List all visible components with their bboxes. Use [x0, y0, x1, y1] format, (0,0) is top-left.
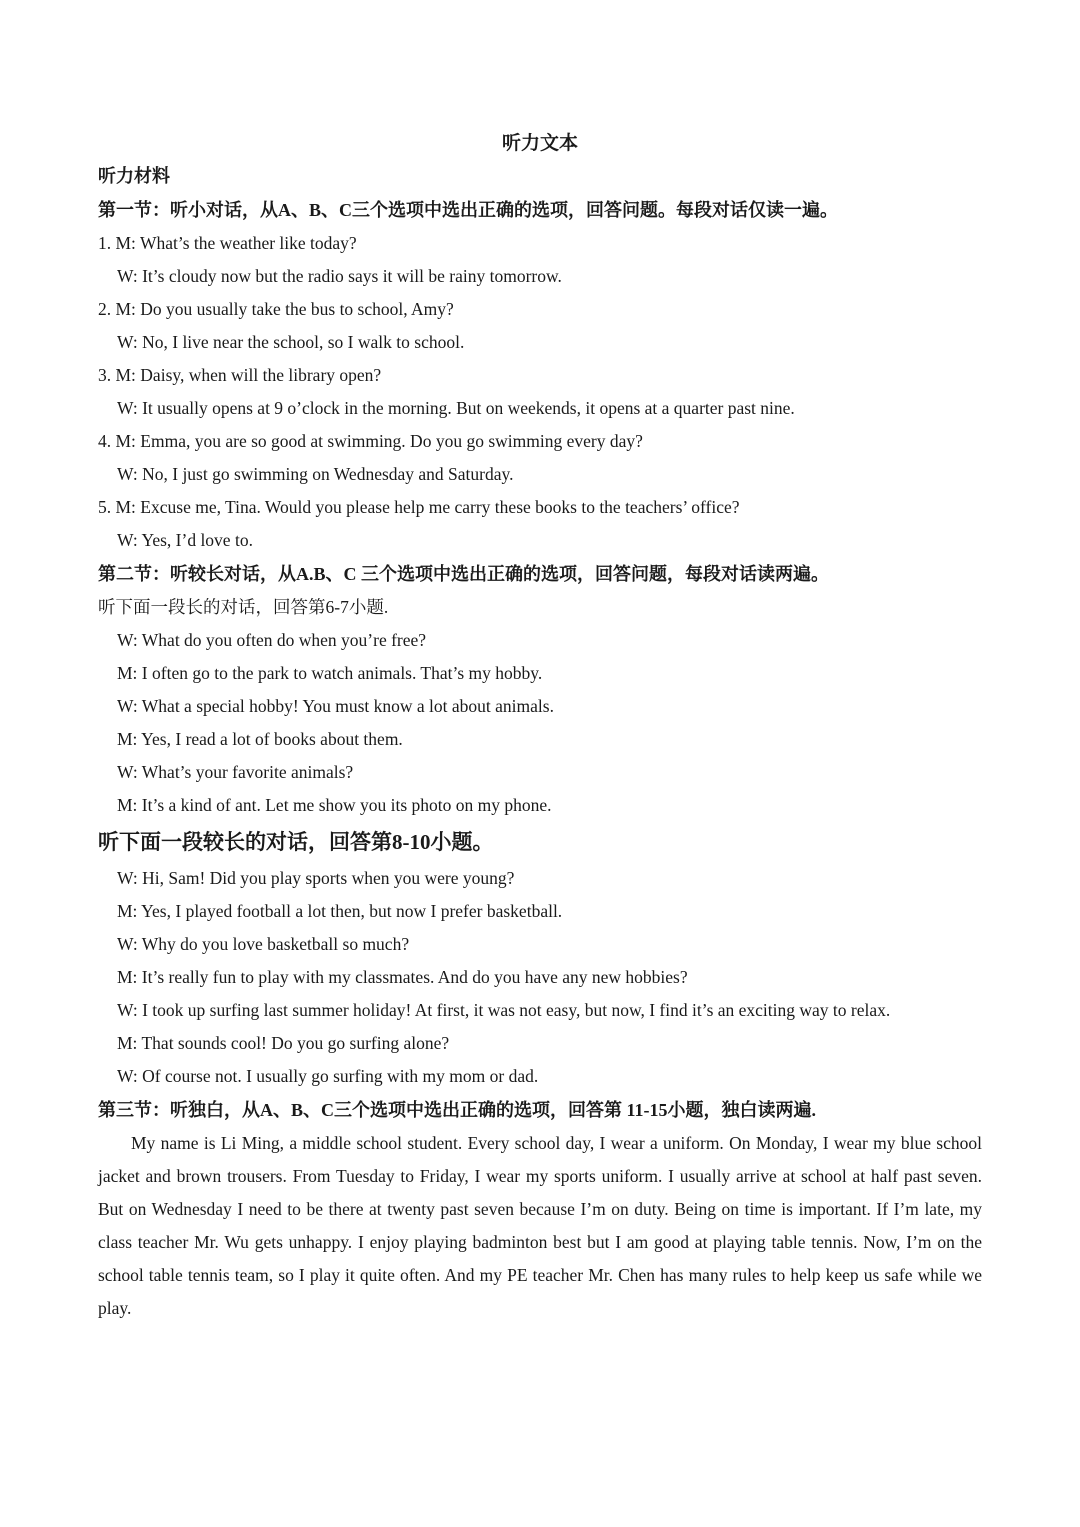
- dialogue-line: M: Yes, I played football a lot then, but now I prefer basketball.: [117, 901, 563, 921]
- dialogue-line: W: Why do you love basketball so much?: [117, 934, 410, 954]
- dialogue-line: 5. M: Excuse me, Tina. Would you please help me carry these books to the teachers’ office?: [98, 497, 740, 517]
- document-page: [98, 128, 982, 1325]
- dialogue-instruction: 听下面一段较长的对话，回答第8-10小题。: [98, 830, 494, 854]
- dialogue-line: W: It’s cloudy now but the radio says it will be rainy tomorrow.: [117, 266, 562, 286]
- section-3-heading: 第三节：听独白，从A、B、C三个选项中选出正确的选项，回答第 11-15小题，独白读两遍.: [98, 1100, 817, 1120]
- section-2-heading: 第二节：听较长对话，从A.B、C 三个选项中选出正确的选项，回答问题，每段对话读两遍。: [98, 564, 829, 584]
- dialogue-line: 1. M: What’s the weather like today?: [98, 233, 357, 253]
- dialogue-line: W: I took up surfing last summer holiday! At first, it was not easy, but now, I find it’s an exciting way to relax.: [117, 1000, 891, 1020]
- dialogue-line: W: Hi, Sam! Did you play sports when you were young?: [117, 868, 515, 888]
- section-1-heading: 第一节：听小对话，从A、B、C三个选项中选出正确的选项，回答问题。每段对话仅读一遍。: [98, 200, 838, 220]
- dialogue-line: M: I often go to the park to watch animals. That’s my hobby.: [117, 663, 543, 683]
- dialogue-line: W: What’s your favorite animals?: [117, 762, 354, 782]
- dialogue-line: W: What a special hobby! You must know a lot about animals.: [117, 696, 554, 716]
- section-3: [98, 1093, 982, 1325]
- dialogue-instruction: 听下面一段长的对话，回答第6-7小题.: [98, 597, 389, 617]
- dialogue-line: M: It’s a kind of ant. Let me show you its photo on my phone.: [117, 795, 552, 815]
- dialogue-line: 4. M: Emma, you are so good at swimming. Do you go swimming every day?: [98, 431, 643, 451]
- material-label: 听力材料: [98, 166, 170, 186]
- dialogue-line: W: What do you often do when you’re free?: [117, 630, 427, 650]
- dialogue-line: 3. M: Daisy, when will the library open?: [98, 365, 382, 385]
- section-1: [98, 193, 982, 557]
- dialogue-line: W: No, I just go swimming on Wednesday and Saturday.: [117, 464, 514, 484]
- dialogue-line: M: That sounds cool! Do you go surfing alone?: [117, 1033, 450, 1053]
- dialogue-line: M: It’s really fun to play with my classmates. And do you have any new hobbies?: [117, 967, 688, 987]
- monologue-passage: My name is Li Ming, a middle school student. Every school day, I wear a uniform. On Monday, I wear my blue school jacket and brown trousers. From Tuesday to Friday, I wear my sports uniform. I usually arrive at school at half past seven. But on Wednesday I need to be there at twenty past seven because I’m on duty. Being on time is important. If I’m late, my class teacher Mr. Wu gets unhappy. I enjoy playing badminton best but I am good at playing table tennis. Now, I’m on the school table tennis team, so I play it quite often. And my PE teacher Mr. Chen has many rules to help keep us safe while we play.: [98, 1133, 982, 1318]
- dialogue-line: W: It usually opens at 9 o’clock in the morning. But on weekends, it opens at a quarter past nine.: [117, 398, 795, 418]
- dialogue-line: W: Of course not. I usually go surfing with my mom or dad.: [117, 1066, 539, 1086]
- page-title: 听力文本: [501, 133, 578, 154]
- dialogue-line: 2. M: Do you usually take the bus to school, Amy?: [98, 299, 454, 319]
- dialogue-line: W: Yes, I’d love to.: [117, 530, 253, 550]
- dialogue-line: W: No, I live near the school, so I walk to school.: [117, 332, 465, 352]
- section-2: [98, 557, 982, 1093]
- dialogue-line: M: Yes, I read a lot of books about them.: [117, 729, 403, 749]
